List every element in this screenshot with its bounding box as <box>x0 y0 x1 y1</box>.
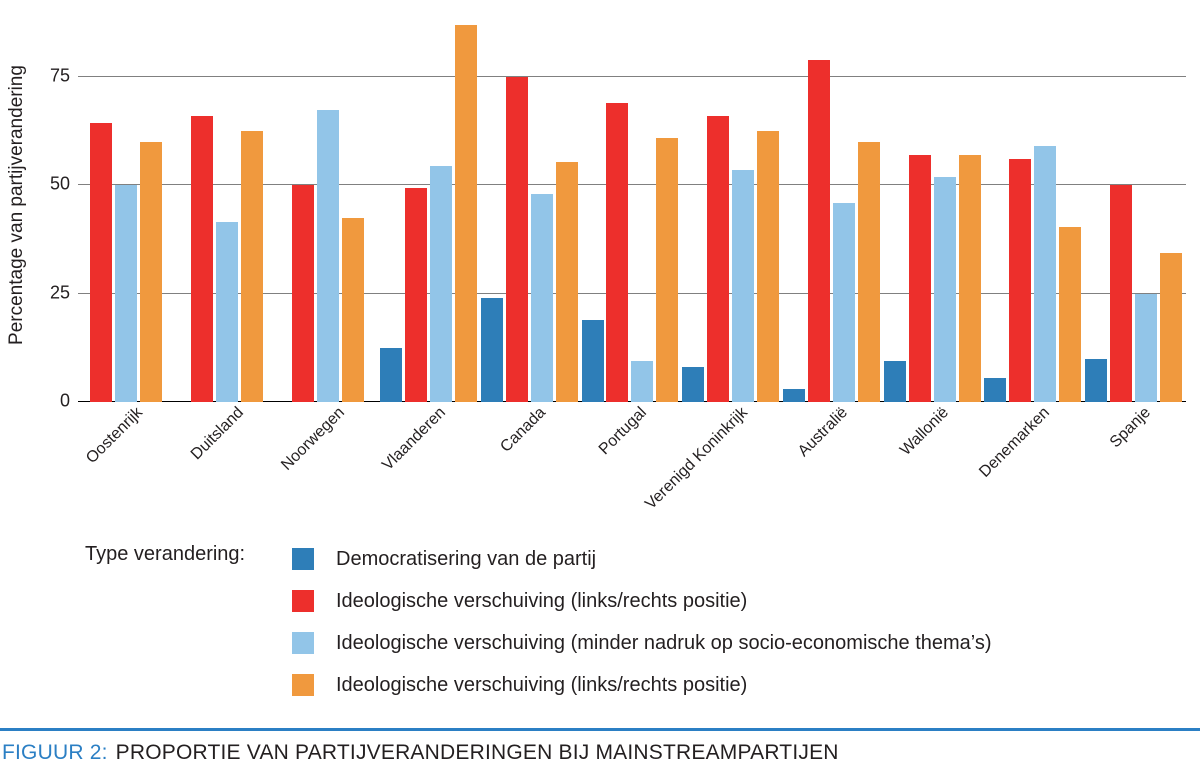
bar <box>934 177 956 402</box>
bar <box>732 170 754 402</box>
bar <box>783 389 805 402</box>
x-axis-tick-text: Duitsland <box>187 404 248 464</box>
bar <box>317 110 339 403</box>
bar <box>90 123 112 403</box>
bar-group <box>78 12 179 402</box>
bar-group <box>985 12 1086 402</box>
y-axis-label <box>0 10 34 400</box>
chart-legend <box>0 530 1200 715</box>
x-axis-tick-text: Oostenrijk <box>83 404 147 467</box>
bar <box>707 116 729 402</box>
x-axis-tick-text: Wallonië <box>897 404 953 459</box>
bar <box>606 103 628 402</box>
legend-swatch <box>292 674 314 696</box>
legend-item <box>292 622 992 664</box>
bar <box>1135 294 1157 402</box>
bar <box>140 142 162 402</box>
bar-series-container <box>78 12 1186 402</box>
bar <box>757 131 779 402</box>
y-axis-tick-75: 75 <box>49 65 70 86</box>
x-axis-tick-text: Portugal <box>595 404 651 459</box>
bar-group <box>380 12 481 402</box>
legend-title: Type verandering: <box>85 543 246 565</box>
y-axis-label-text: Percentage van partijverandering <box>6 65 27 345</box>
bar <box>1009 159 1031 402</box>
legend-swatch <box>292 590 314 612</box>
legend-label: Democratisering van de partij <box>336 547 597 570</box>
bar <box>191 116 213 402</box>
bar <box>833 203 855 402</box>
bar <box>292 185 314 402</box>
bar <box>405 188 427 403</box>
y-axis-tick-25: 25 <box>49 282 70 303</box>
legend-label: Ideologische verschuiving (links/rechts positie) <box>336 673 748 696</box>
x-axis-tick-text: Noorwegen <box>277 404 348 474</box>
bar <box>115 185 137 402</box>
figure-caption-label: FIGUUR 2: <box>2 741 108 764</box>
legend-swatch <box>292 548 314 570</box>
bar <box>342 218 364 402</box>
y-axis-tick-50: 50 <box>49 173 70 194</box>
bar-group <box>582 12 683 402</box>
legend-swatch <box>292 632 314 654</box>
chart-axes <box>49 12 1186 411</box>
bar <box>241 131 263 402</box>
legend-label: Ideologische verschuiving (minder nadruk op socio-economische thema’s) <box>336 631 992 654</box>
x-axis-tick-text: Spanje <box>1106 404 1154 452</box>
bar <box>1034 146 1056 402</box>
legend-items <box>292 538 992 706</box>
bar <box>506 77 528 402</box>
bar <box>531 194 553 402</box>
bar <box>656 138 678 402</box>
bar-group <box>884 12 985 402</box>
bar-group <box>179 12 280 402</box>
y-axis-tick-0: 0 <box>59 390 70 411</box>
bar <box>216 222 238 402</box>
bar <box>582 320 604 402</box>
x-axis-tick-text: Canada <box>497 404 550 456</box>
bar <box>858 142 880 402</box>
legend-item <box>292 664 992 706</box>
bar <box>455 25 477 402</box>
bar <box>909 155 931 402</box>
bar <box>1110 185 1132 402</box>
x-axis-tick-labels <box>78 404 1186 514</box>
figure-caption-text: PROPORTIE VAN PARTIJVERANDERINGEN BIJ MAINSTREAMPARTIJEN <box>115 741 839 764</box>
x-axis-tick-text: Vlaanderen <box>378 404 449 474</box>
figure-caption <box>0 728 1200 765</box>
legend-label: Ideologische verschuiving (links/rechts positie) <box>336 589 748 612</box>
bar <box>430 166 452 402</box>
x-axis-tick-text: Verenigd Koninkrijk <box>641 404 751 513</box>
bar-group <box>682 12 783 402</box>
x-axis-tick-text: Australië <box>795 404 852 461</box>
bar-group <box>279 12 380 402</box>
legend-item <box>292 580 992 622</box>
bar-group <box>481 12 582 402</box>
x-axis-tick-text: Denemarken <box>976 404 1053 481</box>
legend-item <box>292 538 992 580</box>
